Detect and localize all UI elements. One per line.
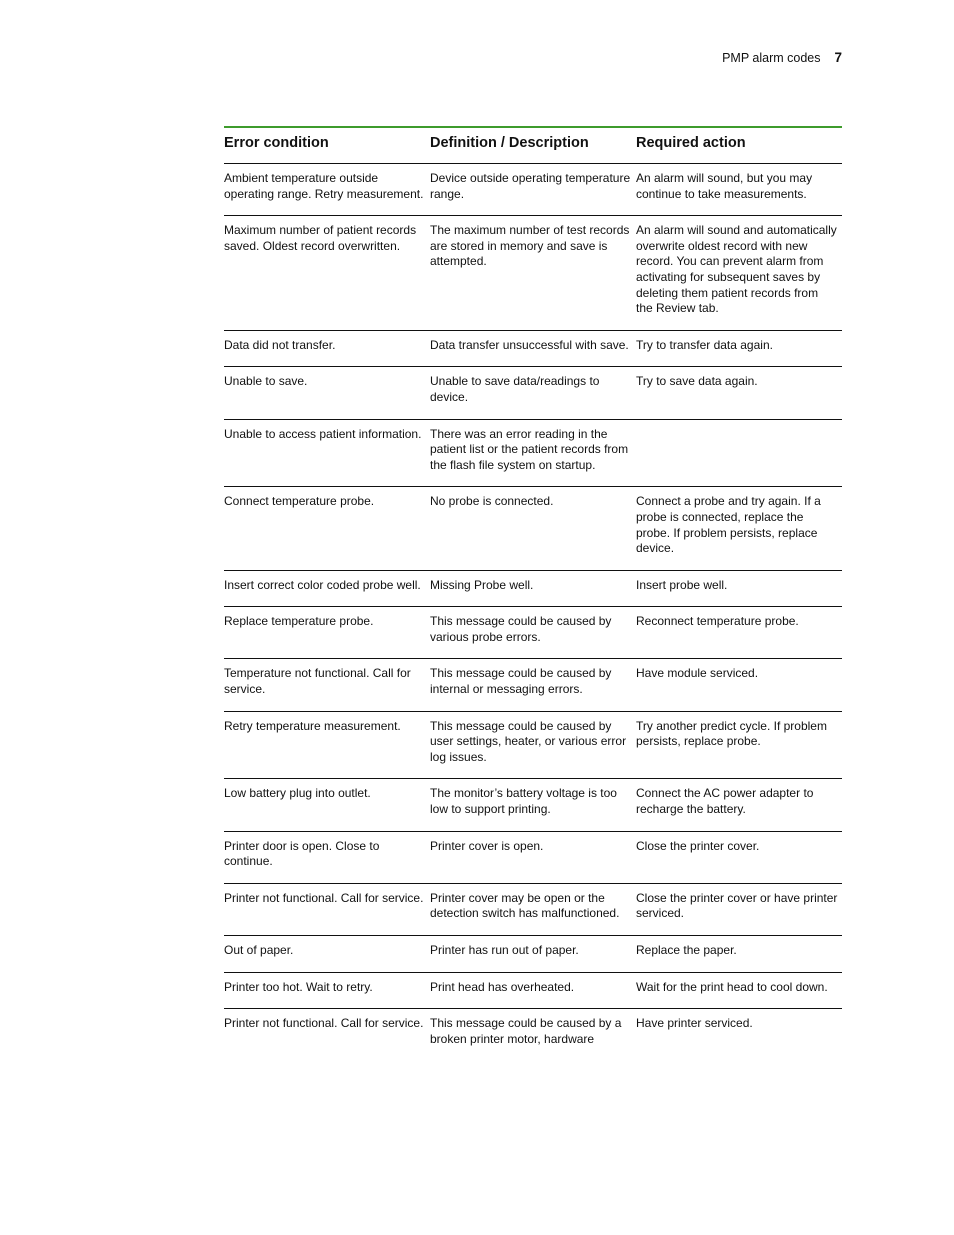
error-condition-cell: Data did not transfer. bbox=[224, 330, 430, 367]
alarm-codes-table bbox=[224, 128, 842, 1060]
section-title: PMP alarm codes bbox=[722, 51, 821, 65]
table-row bbox=[224, 711, 842, 779]
alarm-codes-table-container bbox=[224, 126, 842, 1060]
running-header bbox=[722, 50, 842, 65]
required-action-cell bbox=[636, 419, 842, 487]
required-action-cell: Close the printer cover. bbox=[636, 831, 842, 883]
error-condition-cell: Insert correct color coded probe well. bbox=[224, 570, 430, 607]
error-condition-cell: Ambient temperature outside operating range. Retry measurement. bbox=[224, 164, 430, 216]
required-action-cell: Have printer serviced. bbox=[636, 1016, 753, 1031]
table-row bbox=[224, 164, 842, 216]
table-row bbox=[224, 972, 842, 1009]
required-action-cell: Try to save data again. bbox=[636, 367, 842, 419]
table-row bbox=[224, 779, 842, 831]
description-cell: This message could be caused by internal or messaging errors. bbox=[430, 659, 636, 711]
error-condition-cell: Printer not functional. Call for service. bbox=[224, 883, 430, 935]
table-row bbox=[224, 487, 842, 570]
table-row bbox=[224, 570, 842, 607]
table-row bbox=[224, 419, 842, 487]
description-cell: Unable to save data/readings to device. bbox=[430, 367, 636, 419]
description-cell: Missing Probe well. bbox=[430, 570, 636, 607]
required-action-cell: Insert probe well. bbox=[636, 570, 842, 607]
table-row bbox=[224, 330, 842, 367]
description-cell: Data transfer unsuccessful with save. bbox=[430, 330, 636, 367]
error-condition-cell: Connect temperature probe. bbox=[224, 487, 430, 570]
error-condition-cell: Printer too hot. Wait to retry. bbox=[224, 972, 430, 1009]
required-action-cell: Replace the paper. bbox=[636, 936, 842, 973]
error-condition-cell: Low battery plug into outlet. bbox=[224, 779, 430, 831]
required-action-cell: Close the printer cover or have printer serviced. bbox=[636, 883, 842, 935]
description-cell: This message could be caused by a broken printer motor, hardware bbox=[430, 1016, 622, 1046]
description-cell: No probe is connected. bbox=[430, 487, 636, 570]
table-row bbox=[224, 936, 842, 973]
table-row bbox=[224, 367, 842, 419]
error-condition-cell: Printer not functional. Call for service. bbox=[224, 1016, 424, 1031]
table-body bbox=[224, 164, 842, 1061]
table-row bbox=[224, 659, 842, 711]
description-cell: Printer has run out of paper. bbox=[430, 936, 636, 973]
column-header-description: Definition / Description bbox=[430, 128, 636, 164]
description-cell: Printer cover is open. bbox=[430, 831, 636, 883]
required-action-cell: An alarm will sound and automatically overwrite oldest record with new record. You can prevent alarm from activating for subsequent saves by deleting them patient records from the Review tab. bbox=[636, 216, 842, 331]
table-row bbox=[224, 883, 842, 935]
description-cell: There was an error reading in the patient list or the patient records from the flash file system on startup. bbox=[430, 419, 636, 487]
required-action-cell: Connect a probe and try again. If a probe is connected, replace the probe. If problem persists, replace device. bbox=[636, 487, 842, 570]
required-action-cell: Try another predict cycle. If problem persists, replace probe. bbox=[636, 711, 842, 779]
error-condition-cell: Temperature not functional. Call for service. bbox=[224, 659, 430, 711]
required-action-cell: Connect the AC power adapter to recharge the battery. bbox=[636, 779, 842, 831]
error-condition-cell: Unable to save. bbox=[224, 367, 430, 419]
required-action-cell: Wait for the print head to cool down. bbox=[636, 972, 842, 1009]
error-condition-cell: Unable to access patient information. bbox=[224, 419, 430, 487]
table-row bbox=[224, 216, 842, 331]
description-cell: This message could be caused by various probe errors. bbox=[430, 607, 636, 659]
error-condition-cell: Out of paper. bbox=[224, 936, 430, 973]
description-cell: Device outside operating temperature range. bbox=[430, 164, 636, 216]
description-cell: The maximum number of test records are stored in memory and save is attempted. bbox=[430, 216, 636, 331]
description-cell: Print head has overheated. bbox=[430, 972, 636, 1009]
page-number: 7 bbox=[834, 50, 842, 65]
required-action-cell: Try to transfer data again. bbox=[636, 330, 842, 367]
required-action-cell: An alarm will sound, but you may continue to take measurements. bbox=[636, 164, 842, 216]
column-header-error-condition: Error condition bbox=[224, 128, 430, 164]
table-header bbox=[224, 128, 842, 164]
error-condition-cell: Printer door is open. Close to continue. bbox=[224, 831, 430, 883]
description-cell: This message could be caused by user settings, heater, or various error log issues. bbox=[430, 711, 636, 779]
error-condition-cell: Maximum number of patient records saved. Oldest record overwritten. bbox=[224, 216, 430, 331]
error-condition-cell: Replace temperature probe. bbox=[224, 607, 430, 659]
table-header-row bbox=[224, 128, 842, 164]
description-cell: The monitor’s battery voltage is too low to support printing. bbox=[430, 779, 636, 831]
table-row bbox=[224, 607, 842, 659]
error-condition-cell: Retry temperature measurement. bbox=[224, 711, 430, 779]
required-action-cell: Reconnect temperature probe. bbox=[636, 607, 842, 659]
description-cell: Printer cover may be open or the detection switch has malfunctioned. bbox=[430, 883, 636, 935]
column-header-required-action: Required action bbox=[636, 128, 842, 164]
table-row bbox=[224, 831, 842, 883]
required-action-cell: Have module serviced. bbox=[636, 659, 842, 711]
table-row bbox=[224, 1009, 842, 1061]
